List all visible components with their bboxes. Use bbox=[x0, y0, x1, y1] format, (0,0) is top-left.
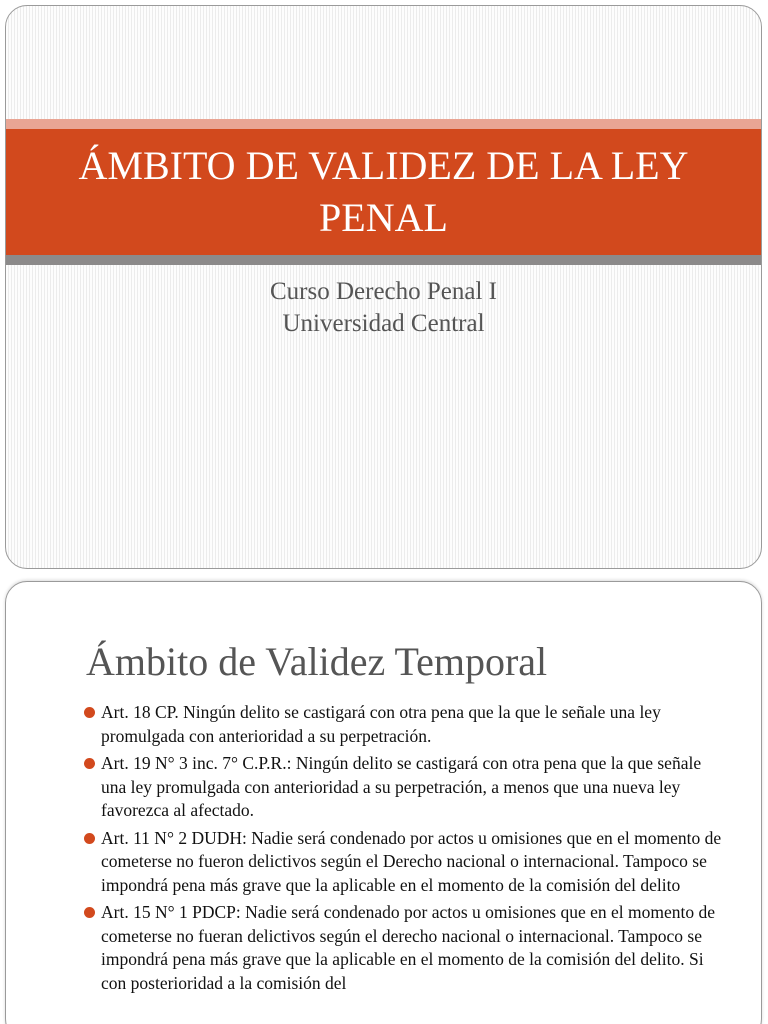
bullet-dot-icon bbox=[84, 758, 95, 769]
bullet-dot-icon bbox=[84, 833, 95, 844]
bullet-text: Art. 18 CP. Ningún delito se castigará con otra pena que la que le señale una ley promulgada con anterioridad a su perpetración. bbox=[101, 702, 661, 746]
content-slide-title: Ámbito de Validez Temporal bbox=[86, 639, 548, 684]
subtitle-university: Universidad Central bbox=[282, 310, 485, 337]
bullet-text: Art. 11 N° 2 DUDH: Nadie será condenado por actos u omisiones que en el momento de cometerse no fueron delictivos según el Derecho nacional o internacional. Tampoco se impondrá pena más grave que la aplicable en el momento de la comisión del delito bbox=[101, 827, 722, 895]
content-slide bbox=[5, 581, 762, 1024]
title-band-top-stripe bbox=[6, 119, 761, 129]
slide-subtitle bbox=[6, 276, 761, 340]
bullet-dot-icon bbox=[84, 907, 95, 918]
title-band bbox=[6, 129, 761, 255]
list-item bbox=[84, 701, 724, 748]
bullet-text: Art. 19 N° 3 inc. 7° C.P.R.: Ningún delito se castigará con otra pena que la que señale una ley promulgada con anterioridad a su perpetración, a menos que una nueva ley favorezca al afectado. bbox=[101, 753, 702, 820]
subtitle-course: Curso Derecho Penal I bbox=[269, 278, 497, 305]
title-slide bbox=[5, 5, 762, 569]
slide-title: ÁMBITO DE VALIDEZ DE LA LEY PENAL bbox=[78, 143, 689, 240]
bullet-list bbox=[84, 701, 724, 999]
title-band-bottom-stripe bbox=[6, 255, 761, 265]
list-item bbox=[84, 752, 724, 823]
bullet-text: Art. 15 N° 1 PDCP: Nadie será condenado por actos u omisiones que en el momento de cometerse no fueran delictivos según el derecho nacional o internacional. Tampoco se impondrá pena más grave que la aplicable en el momento de la comisión del delito. Si con posterioridad a la comisión del bbox=[101, 902, 716, 993]
list-item bbox=[84, 901, 724, 995]
list-item bbox=[84, 827, 724, 898]
bullet-dot-icon bbox=[84, 707, 95, 718]
